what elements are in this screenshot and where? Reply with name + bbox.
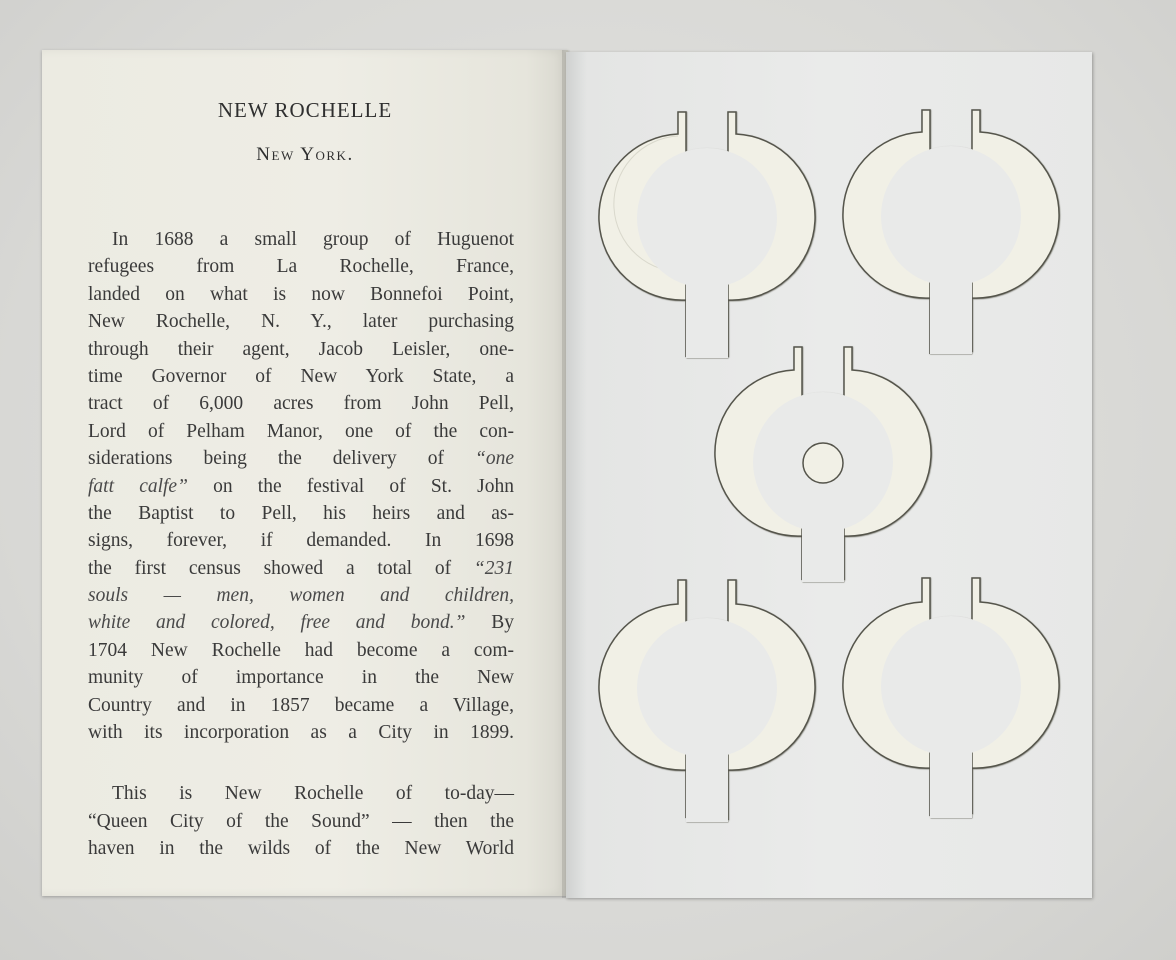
coin-slot-top-left[interactable]	[599, 112, 815, 358]
text-line: haven in the wilds of the New World	[88, 838, 514, 860]
paragraph-history	[88, 226, 514, 746]
left-page	[42, 50, 568, 896]
body-text	[88, 226, 514, 863]
text-line: This is New Rochelle of to-day—	[112, 783, 514, 805]
text-line: time Governor of New York State, a	[88, 365, 514, 387]
text-line: refugees from La Rochelle, France,	[88, 256, 514, 278]
text-line: Lord of Pelham Manor, one of the con-	[88, 420, 514, 442]
coin-slot-bottom-left[interactable]	[599, 580, 815, 822]
text-line: 1704 New Rochelle had become a com-	[88, 639, 514, 661]
text-line: “Queen City of the Sound” — then the	[88, 810, 514, 832]
coin-cutouts	[566, 52, 1092, 898]
text-line: the Baptist to Pell, his heirs and as-	[88, 502, 514, 524]
quote-text: “one	[475, 448, 514, 470]
text-line: tract of 6,000 acres from John Pell,	[88, 393, 514, 415]
text-segment: the first census showed a total of	[88, 557, 452, 579]
text-line: with its incorporation as a City in 1899.	[88, 722, 514, 744]
coin-slot-bottom-right[interactable]	[843, 578, 1059, 818]
coin-slot-top-right[interactable]	[843, 110, 1059, 354]
text-line	[88, 582, 514, 609]
text-line	[88, 473, 514, 500]
text-line: munity of importance in the New	[88, 667, 514, 689]
coin-slot-center[interactable]	[715, 347, 931, 582]
paragraph-today	[88, 780, 514, 862]
text-segment: on the festival of St. John	[213, 475, 514, 497]
page-subtitle: New York.	[256, 144, 354, 165]
text-line	[88, 609, 514, 636]
text-segment: siderations being the delivery of	[88, 448, 444, 470]
text-line: New Rochelle, N. Y., later purchasing	[88, 311, 514, 333]
text-line: Country and in 1857 became a Village,	[88, 694, 514, 716]
quote-text: souls — men, women and children,	[88, 585, 514, 607]
text-line: landed on what is now Bonnefoi Point,	[88, 283, 514, 305]
text-line	[88, 555, 514, 582]
page-title: NEW ROCHELLE	[217, 98, 393, 122]
quote-text: white and colored, free and bond.”	[88, 612, 466, 634]
right-page-coin-holder	[566, 52, 1092, 898]
text-segment: By	[491, 612, 515, 634]
text-line: signs, forever, if demanded. In 1698	[88, 530, 514, 552]
quote-text: fatt calfe”	[88, 475, 188, 497]
quote-text: “231	[473, 557, 515, 579]
text-line: In 1688 a small group of Huguenot	[112, 229, 514, 250]
text-line: through their agent, Jacob Leisler, one-	[88, 338, 514, 360]
text-line	[88, 445, 514, 472]
